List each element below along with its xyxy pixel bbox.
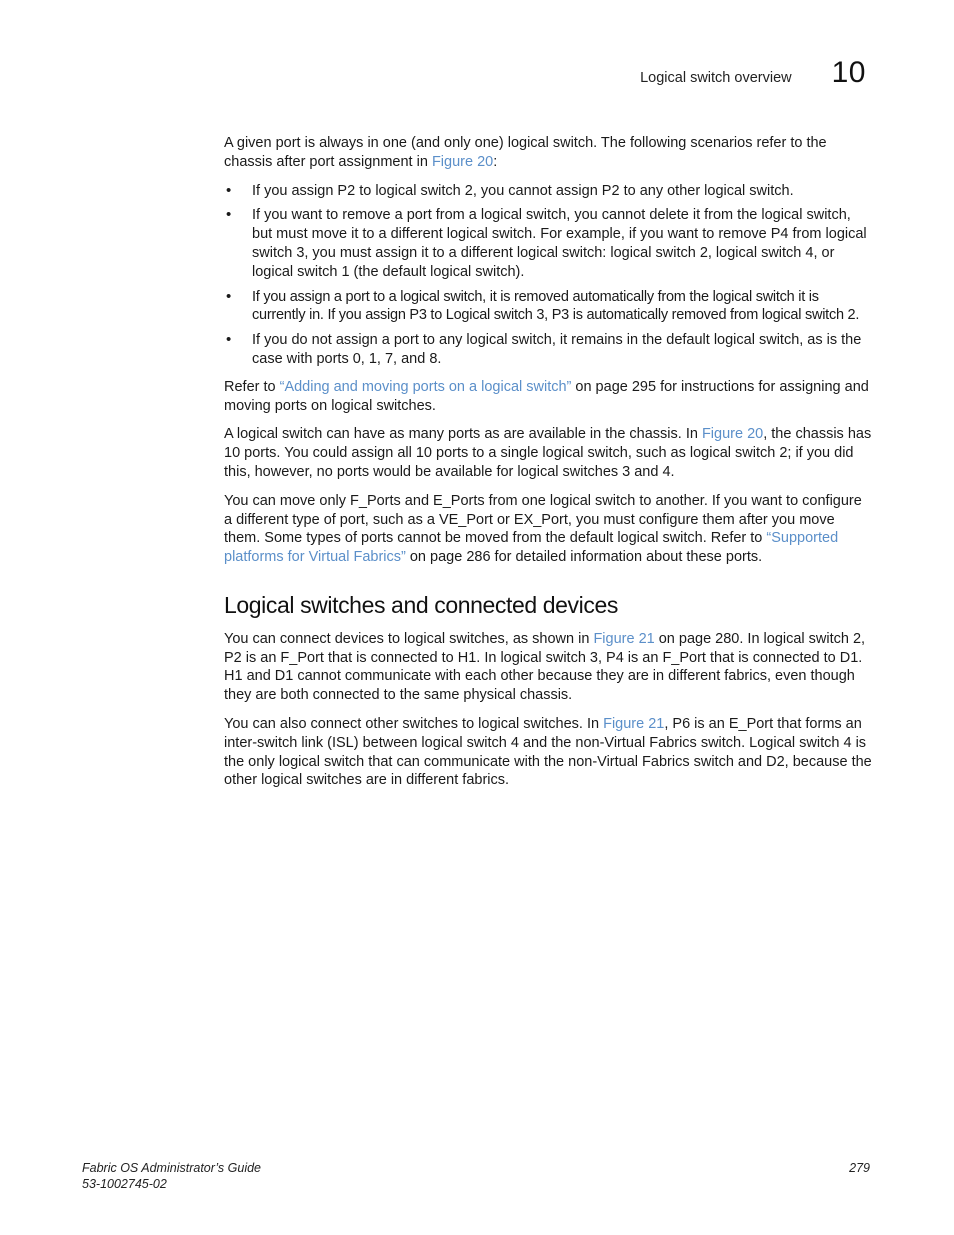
footer-doc-number: 53-1002745-02: [82, 1176, 167, 1191]
cross-reference-link[interactable]: “Supported platforms for Virtual Fabrics”: [224, 530, 839, 566]
paragraph: Refer to “Adding and moving ports on a logical switch” on page 295 for instructions for assigning and moving ports on logical switches.: [224, 378, 869, 414]
cross-reference-link[interactable]: “Adding and moving ports on a logical switch”: [279, 378, 572, 395]
figure-link[interactable]: Figure 20: [431, 153, 494, 170]
paragraph: You can connect devices to logical switches, as shown in Figure 21 on page 280. In logical switch 2, P2 is an F_Port that is connected to H1. In logical switch 3, P4 is an F_Port that is connected to D1. H1 and D1 cannot communicate with each other because they are in different fabrics, even though they are both connected to the same physical chassis.: [224, 630, 866, 704]
bullet-item: • If you do not assign a port to any logical switch, it remains in the default logical switch, as is the case with ports 0, 1, 7, and 8.: [224, 331, 872, 369]
paragraph: You can also connect other switches to logical switches. In Figure 21, P6 is an E_Port that forms an inter-switch link (ISL) between logical switch 4 and the non-Virtual Fabrics switch. Logical switch 4 is the only logical switch that can communicate with the non-Virtual Fabrics switch and D2, because the other logical switches are in different fabrics.: [224, 715, 872, 789]
paragraph: You can move only F_Ports and E_Ports from one logical switch to another. If you want to configure a different type of port, such as a VE_Port or EX_Port, you must configure them after you move them. Some types of ports cannot be moved from the default logical switch. Refer to “Supported platforms for Virtual Fabrics” on page 286 for detailed information about these ports.: [224, 492, 862, 566]
bullet-item: • If you assign P2 to logical switch 2, you cannot assign P2 to any other logical switch.: [224, 182, 872, 201]
paragraph: A logical switch can have as many ports as are available in the chassis. In Figure 20, the chassis has 10 ports. You could assign all 10 ports to a single logical switch, such as logical switch 2; if you did this, however, no ports would be available for logical switches 3 and 4.: [224, 426, 872, 480]
chapter-number: 10: [831, 56, 866, 89]
section-title: Logical switch overview: [640, 70, 792, 86]
page-content: [224, 134, 872, 800]
footer-doc-info: [82, 1161, 261, 1192]
page-header: [640, 56, 866, 90]
footer-title: Fabric OS Administrator’s Guide: [82, 1161, 261, 1175]
figure-link[interactable]: Figure 20: [701, 426, 764, 443]
bullet-item: • If you want to remove a port from a logical switch, you cannot delete it from the logical switch, but must move it to a different logical switch. For example, if you want to remove P4 from logical switch 3, you must assign it to a different logical switch: logical switch 2, logical switch 4, or logical switch 1 (the default logical switch).: [224, 206, 872, 281]
page-number: 279: [849, 1161, 870, 1175]
section-heading: Logical switches and connected devices: [224, 591, 618, 618]
figure-link[interactable]: Figure 21: [593, 630, 655, 647]
bullet-item: • If you assign a port to a logical switch, it is removed automatically from the logical switch it is currently in. If you assign P3 to Logical switch 3, P3 is automatically removed from logical switch 2.: [224, 288, 872, 326]
paragraph: A given port is always in one (and only one) logical switch. The following scenarios refer to the chassis after port assignment in Figure 20:: [224, 135, 827, 170]
bullet-list: [224, 182, 872, 369]
figure-link[interactable]: Figure 21: [603, 715, 665, 732]
